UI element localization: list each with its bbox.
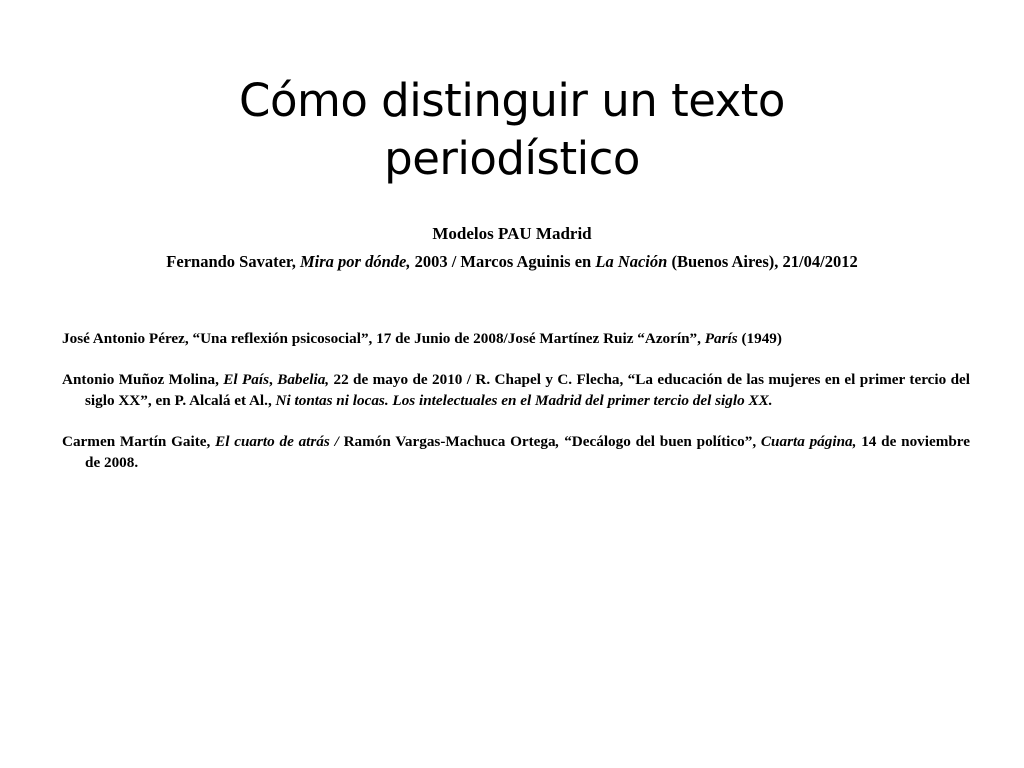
models-heading: Modelos PAU Madrid — [432, 224, 592, 243]
entry-text: “Decálogo del buen político”, — [559, 433, 761, 450]
entry-text: 22 de mayo de 2010 / R. Chapel y C. Flecha, “La educación de las mujeres en el primer tercio del siglo XX”, en P. Alcalá et Al., — [85, 371, 971, 409]
source-text: (Buenos Aires), 21/04/2012 — [667, 252, 858, 271]
source-text: Fernando Savater, — [166, 252, 300, 271]
entry-italic-title: Cuarta página, — [760, 433, 857, 450]
entry-text: , — [269, 371, 278, 388]
entry-text: Antonio Muñoz Molina, — [62, 371, 224, 388]
reference-entry-1 — [62, 328, 970, 349]
entry-italic-title: , — [555, 433, 560, 450]
reference-entry-2 — [62, 369, 970, 411]
reference-entry-3 — [62, 431, 970, 473]
reference-list — [62, 328, 970, 473]
source-work-title: Mira por dónde, — [299, 252, 411, 271]
entry-text: Ramón Vargas-Machuca Ortega — [338, 433, 556, 450]
source-line — [0, 251, 1024, 273]
entry-text: (1949) — [737, 330, 782, 347]
source-newspaper-title: La Nación — [595, 252, 668, 271]
entry-text: Carmen Martín Gaite, — [62, 433, 216, 450]
entry-italic-title: Babelia, — [277, 371, 330, 388]
entry-italic-title: El País — [223, 371, 270, 388]
entry-italic-title: Ni tontas ni locas. Los intelectuales en el Madrid del primer tercio del siglo XX. — [275, 392, 773, 409]
entry-text: 14 de noviembre de 2008. — [85, 433, 971, 471]
slide-title: Cómo distinguir un texto periodístico — [239, 74, 785, 185]
entry-text: José Antonio Pérez, “Una reflexión psicosocial”, 17 de Junio de 2008/José Martínez Ruiz “Azorín”, — [62, 330, 705, 347]
entry-italic-title: El cuarto de atrás / — [215, 433, 339, 450]
entry-italic-title: París — [704, 330, 738, 347]
source-text: 2003 / Marcos Aguinis en — [410, 252, 596, 271]
